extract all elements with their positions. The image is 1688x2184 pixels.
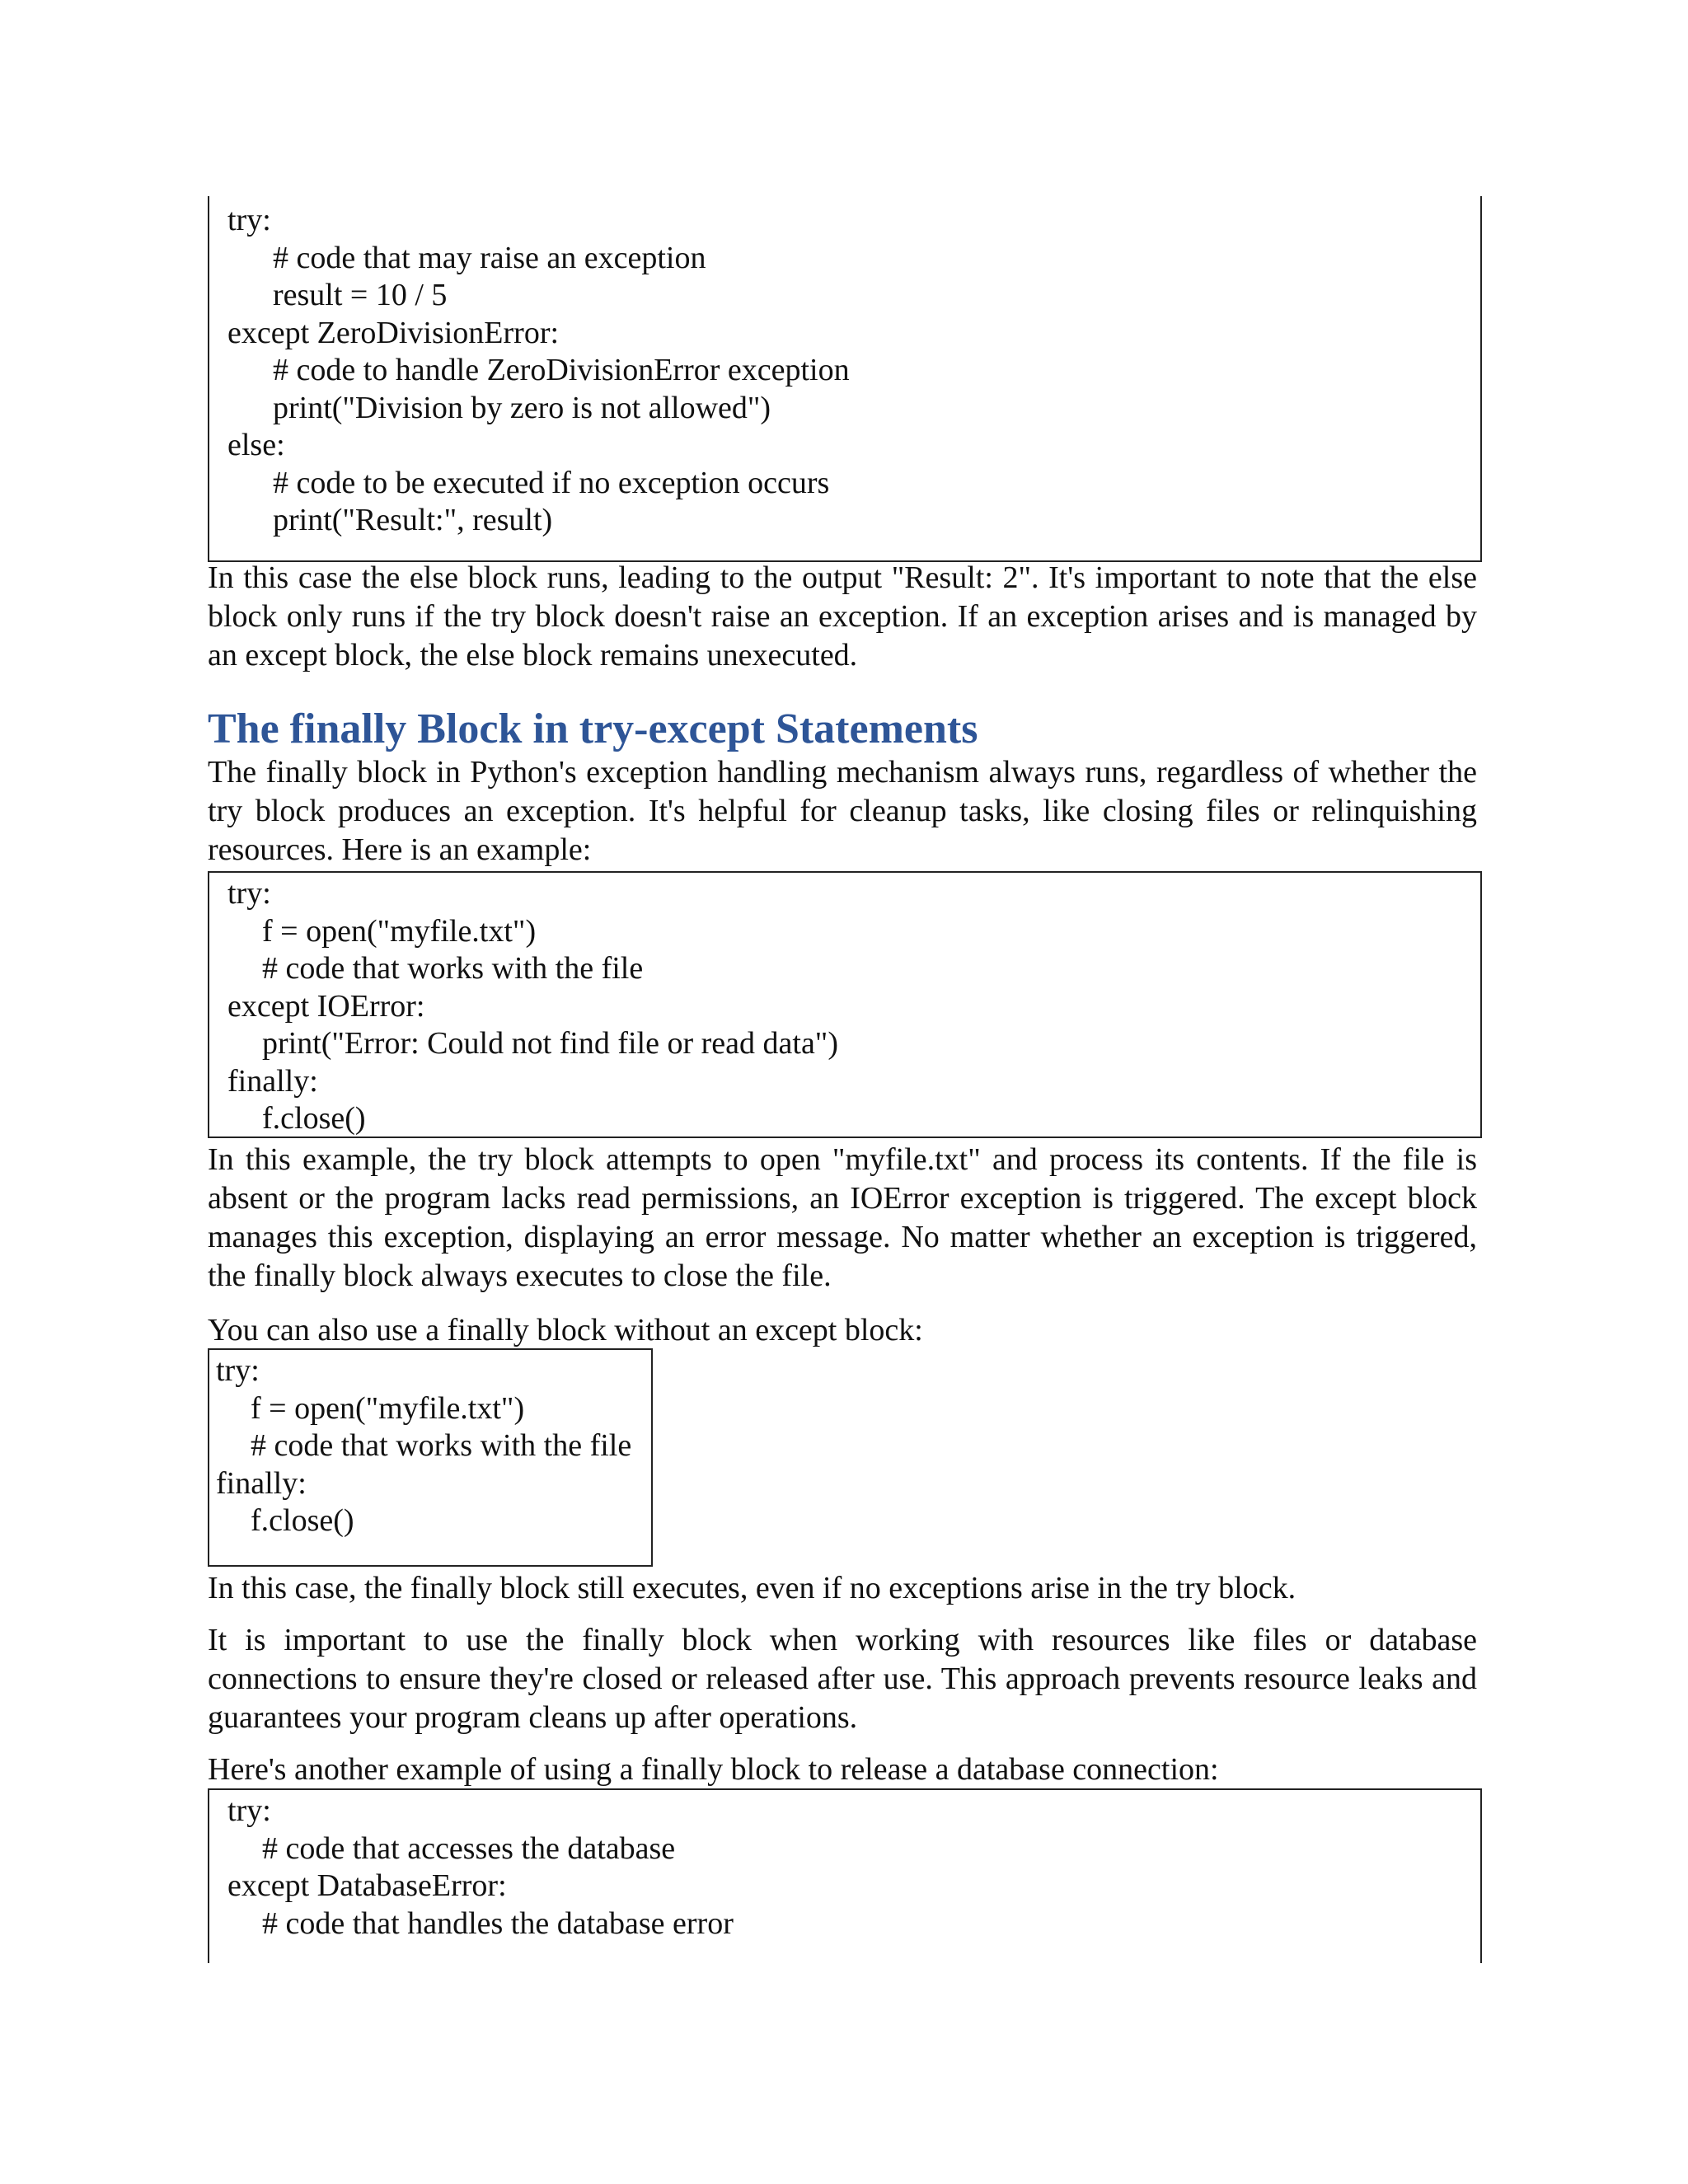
paragraph-finally-still-executes: In this case, the finally block still executes, even if no exceptions arise in the try block.	[208, 1571, 1296, 1605]
code-line: f = open("myfile.txt")	[251, 1390, 525, 1426]
code-block-finally-no-except	[208, 1348, 653, 1567]
code-line: else:	[227, 428, 285, 462]
paragraph-database-example-intro: Here's another example of using a finally block to release a database connection:	[208, 1752, 1219, 1787]
code-line: try:	[227, 1793, 271, 1828]
paragraph-finally-without-except: You can also use a finally block without an except block:	[208, 1313, 923, 1347]
paragraph-finally-intro: The finally block in Python's exception handling mechanism always runs, regardless of whether the try block produces an exception. It's helpful for cleanup tasks, like closing files or relinquishing resources. Here is an example:	[208, 755, 1477, 867]
paragraph-finally-explanation: In this example, the try block attempts to open "myfile.txt" and process its contents. If the file is absent or the program lacks read permissions, an IOError exception is triggered. The except block manages this exception, displaying an error message. No matter whether an exception is triggered, the finally block always executes to close the file.	[208, 1142, 1477, 1293]
code-line: except ZeroDivisionError:	[227, 315, 560, 350]
code-line: f = open("myfile.txt")	[262, 913, 537, 949]
code-line: finally:	[227, 1063, 318, 1099]
paragraph-else-explanation: In this case the else block runs, leading to the output "Result: 2". It's important to note that the else block only runs if the try block doesn't raise an exception. If an exception arises and is managed by an except block, the else block remains unexecuted.	[208, 560, 1477, 673]
code-line: f.close()	[262, 1101, 366, 1136]
code-block-database-example	[208, 1788, 1482, 1963]
code-line: print("Division by zero is not allowed")	[273, 390, 771, 425]
code-line: try:	[216, 1353, 260, 1388]
code-line: # code that may raise an exception	[273, 240, 706, 275]
code-line: # code that works with the file	[251, 1428, 632, 1463]
code-line: print("Result:", result)	[273, 503, 553, 537]
section-heading-finally-block: The finally Block in try-except Statements	[208, 705, 978, 752]
paragraph-resource-cleanup: It is important to use the finally block when working with resources like files or database connections to ensure they're closed or released after use. This approach prevents resource leaks and guarantees your program cleans up after operations.	[208, 1623, 1477, 1735]
code-line: result = 10 / 5	[273, 278, 448, 312]
code-line: # code that accesses the database	[262, 1830, 676, 1866]
code-line: try:	[227, 876, 271, 911]
code-line: try:	[227, 203, 271, 237]
code-block-finally-example	[208, 871, 1482, 1138]
code-line: except DatabaseError:	[227, 1868, 507, 1903]
code-line: except IOError:	[227, 988, 425, 1024]
code-line: # code that handles the database error	[262, 1905, 734, 1941]
code-block-else-example	[208, 196, 1482, 562]
code-line: print("Error: Could not find file or read data")	[262, 1026, 838, 1061]
code-line: # code that works with the file	[262, 951, 644, 986]
code-line: f.close()	[251, 1503, 354, 1538]
code-line: # code to be executed if no exception occurs	[273, 465, 830, 500]
code-line: # code to handle ZeroDivisionError exception	[273, 353, 850, 387]
code-line: finally:	[216, 1465, 307, 1501]
